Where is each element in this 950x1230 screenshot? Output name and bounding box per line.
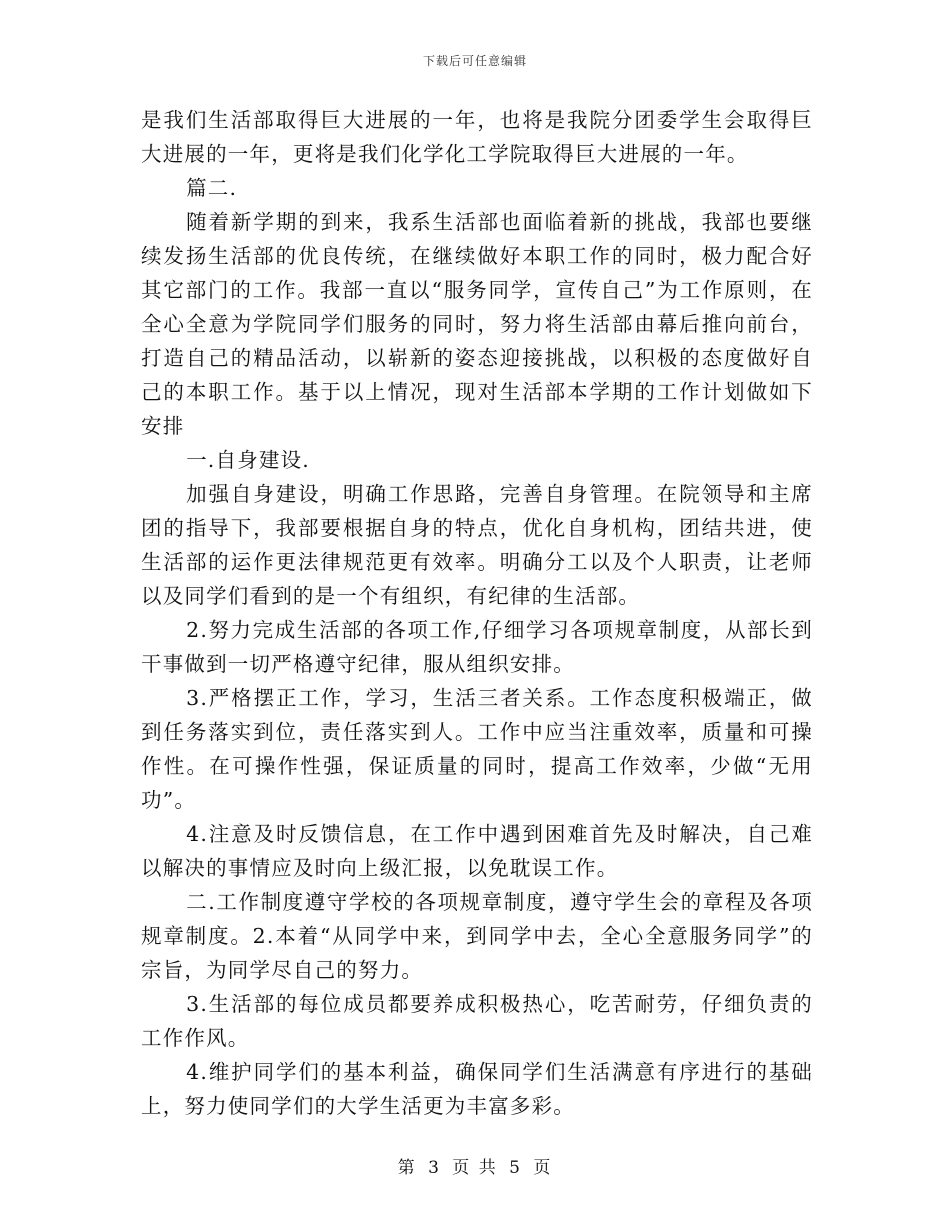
footer-middle: 页 共 [452, 1158, 498, 1178]
footer-suffix: 页 [533, 1158, 553, 1178]
paragraph-item-2: 2.努力完成生活部的各项工作,仔细学习各项规章制度，从部长到干事做到一切严格遵守纪律，服从组织安排。 [141, 618, 813, 676]
section-heading-part-two: 篇二. [186, 176, 238, 200]
paragraph-intro: 随着新学期的到来，我系生活部也面临着新的挑战，我部也要继续发扬生活部的优良传统，在继续做好本职工作的同时，极力配合好其它部门的工作。我部一直以“服务同学，宣传自己”为工作原则，在全心全意为学院同学们服务的同时，努力将生活部由幕后推向前台，打造自己的精品活动，以崭新的姿态迎接挑战，以积极的态度做好自己的本职工作。基于以上情况，现对生活部本学期的工作计划做如下安排 [141, 210, 813, 438]
paragraph-item-3: 3.严格摆正工作，学习，生活三者关系。工作态度积极端正，做到任务落实到位，责任落实到人。工作中应当注重效率，质量和可操作性。在可操作性强，保证质量的同时，提高工作效率，少做“无用功”。 [141, 686, 813, 812]
paragraph-item-4: 4.注意及时反馈信息，在工作中遇到困难首先及时解决，自己难以解决的事情应及时向上级汇报，以免耽误工作。 [141, 822, 813, 880]
paragraph-work-system-item-3: 3.生活部的每位成员都要养成积极热心，吃苦耐劳，仔细负责的工作作风。 [141, 992, 813, 1050]
paragraph-work-system: 二.工作制度遵守学校的各项规章制度，遵守学生会的章程及各项规章制度。2.本着“从同学中来，到同学中去，全心全意服务同学”的宗旨，为同学尽自己的努力。 [141, 890, 813, 982]
paragraph-work-system-item-4: 4.维护同学们的基本利益，确保同学们生活满意有序进行的基础上，努力使同学们的大学生活更为丰富多彩。 [141, 1060, 813, 1118]
page-header: 下载后可任意编辑 [422, 54, 527, 68]
footer-prefix: 第 [397, 1158, 417, 1178]
paragraph-continuation: 是我们生活部取得巨大进展的一年，也将是我院分团委学生会取得巨大进展的一年，更将是我们化学化工学院取得巨大进展的一年。 [141, 108, 813, 166]
footer-current-page: 3 [428, 1158, 441, 1178]
section-heading-self-building: 一.自身建设. [186, 448, 311, 472]
document-body [141, 103, 813, 1123]
paragraph-self-building: 加强自身建设，明确工作思路，完善自身管理。在院领导和主席团的指导下，我部要根据自身的特点，优化自身机构，团结共进，使生活部的运作更法律规范更有效率。明确分工以及个人职责，让老师以及同学们看到的是一个有组织，有纪律的生活部。 [141, 482, 813, 608]
footer-total-pages: 5 [509, 1158, 522, 1178]
page-footer [0, 1153, 950, 1178]
